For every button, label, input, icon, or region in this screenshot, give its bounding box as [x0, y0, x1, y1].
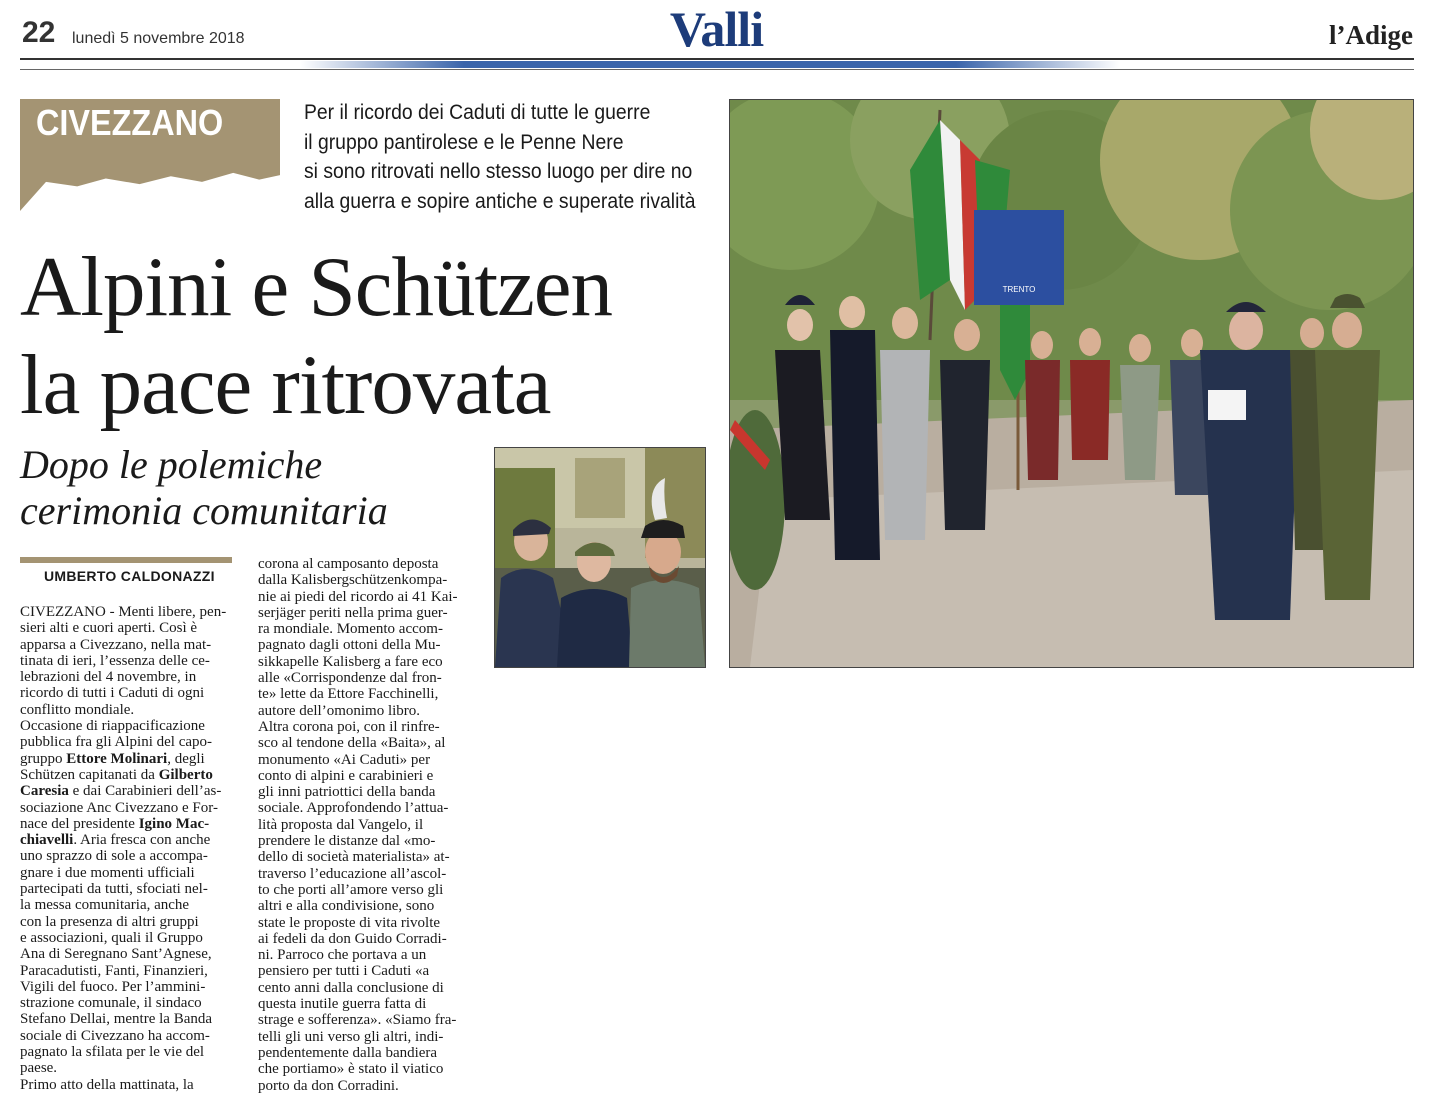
bold-name: chiavelli [20, 832, 74, 849]
summary-line: alla guerra e sopire antiche e superate rivalità [304, 188, 696, 213]
article-summary [304, 98, 734, 216]
text-line: sieri alti e cuori aperti. Così è [20, 620, 198, 637]
text-line [20, 816, 235, 832]
text-segment: nace del presidente [20, 815, 139, 832]
byline-rule [20, 557, 232, 563]
bold-name: Igino Mac- [138, 815, 210, 832]
newspaper-masthead: l’Adige [1329, 20, 1413, 50]
text-line [20, 767, 235, 783]
header-blue-rule [300, 61, 1120, 68]
text-line: Stefano Dellai, mentre la Banda [20, 1011, 213, 1028]
text-line: sco al tendone della «Baita», al [258, 735, 446, 752]
text-line [20, 832, 235, 848]
text-line: tinata di ieri, l’essenza delle ce- [20, 652, 210, 669]
text-line: Occasione di riappacificazione [20, 718, 205, 735]
text-line: questa inutile guerra fatta di [258, 996, 427, 1013]
photo-three-men [494, 447, 706, 668]
text-line: pagnato la sfilata per le vie del [20, 1044, 205, 1061]
text-line: CIVEZZANO - Menti libere, pen- [20, 604, 227, 620]
text-line: lità proposta dal Vangelo, il [258, 816, 424, 833]
text-line: paese. [20, 1060, 58, 1077]
article-column-2 [258, 556, 470, 1094]
text-segment: . Aria fresca con anche [73, 832, 211, 849]
text-line: uno sprazzo di sole a accompa- [20, 848, 208, 865]
text-line: alle «Corrispondenze dal fron- [258, 670, 442, 687]
text-line: pendentemente dalla bandiera [258, 1044, 438, 1061]
text-line: sociale di Civezzano ha accom- [20, 1027, 210, 1044]
photo-three-men-image [495, 448, 705, 667]
article-kicker: CIVEZZANO [36, 102, 224, 143]
text-line: gli inni patriottici della banda [258, 784, 436, 801]
text-line: serjäger periti nella prima guer- [258, 604, 448, 621]
byline: UMBERTO CALDONAZZI [44, 568, 215, 584]
text-line: conto di alpini e carabinieri e [258, 767, 434, 784]
text-line: pagnato dagli ottoni della Mu- [258, 637, 441, 654]
subheadline-line: cerimonia comunitaria [20, 488, 388, 533]
text-line: Vigili del fuoco. Per l’ammini- [20, 978, 206, 995]
text-line: pubblica fra gli Alpini del capo- [20, 734, 213, 751]
text-segment: gruppo [20, 750, 67, 767]
text-line: sociale. Approfondendo l’attua- [258, 800, 449, 817]
text-line: con la presenza di altri gruppi [20, 913, 199, 930]
text-line: dello di società materialista» at- [258, 849, 450, 866]
text-line: strage e sofferenza». «Siamo fra- [258, 1012, 457, 1029]
text-line: monumento «Ai Caduti» per [258, 751, 431, 768]
text-line: Paracadutisti, Fanti, Finanzieri, [20, 962, 208, 979]
header-rule [20, 58, 1414, 60]
subheadline-line: Dopo le polemiche [20, 442, 323, 487]
text-line: partecipati da tutti, sfociati nel- [20, 881, 208, 898]
text-line: sociazione Anc Civezzano e For- [20, 799, 218, 816]
banner-text: TRENTO [1002, 285, 1036, 294]
page-number: 22 [22, 16, 56, 49]
bold-name: Gilberto [158, 766, 213, 783]
article-headline [20, 238, 612, 434]
text-line: Altra corona poi, con il rinfre- [258, 718, 440, 735]
article-column-1 [20, 604, 235, 1093]
page-date: lunedì 5 novembre 2018 [72, 30, 245, 47]
article-subheadline [20, 442, 388, 534]
text-line: che portiamo» è stato il viatico [258, 1061, 444, 1078]
text-line: dalla Kalisbergschützenkompa- [258, 572, 448, 589]
text-line: la messa comunitaria, anche [20, 897, 190, 914]
text-line: altri e alla condivisione, sono [258, 898, 435, 915]
photo-ceremony [729, 99, 1414, 668]
section-title: Valli [669, 1, 764, 57]
text-segment: Schützen capitanati da [20, 766, 159, 783]
text-line: ni. Parroco che portava a un [258, 947, 427, 964]
text-line: telli gli uni verso gli altri, indi- [258, 1028, 444, 1045]
text-line: porto da don Corradini. [258, 1077, 399, 1094]
text-line: Ana di Seregnano Sant’Agnese, [20, 946, 212, 963]
headline-line: Alpini e Schützen [20, 240, 613, 334]
text-line: traverso l’educazione all’ascol- [258, 865, 447, 882]
text-line: cento anni dalla conclusione di [258, 979, 444, 996]
text-line: prendere le distanze dal «mo- [258, 833, 436, 850]
text-line [20, 751, 235, 767]
bold-name: Ettore Molinari [66, 750, 168, 767]
photo-ceremony-image [730, 100, 1413, 667]
text-line: e associazioni, quali il Gruppo [20, 929, 203, 946]
text-line [20, 783, 235, 799]
text-line: te» lette da Ettore Facchinelli, [258, 686, 439, 703]
text-line: ai fedeli da don Guido Corradi- [258, 930, 447, 947]
text-line: strazione comunale, il sindaco [20, 995, 202, 1012]
header-rule-bottom [20, 69, 1414, 70]
text-line: apparsa a Civezzano, nella mat- [20, 636, 212, 653]
text-line: to che porti all’amore verso gli [258, 881, 444, 898]
headline-line: la pace ritrovata [20, 338, 551, 432]
summary-line: si sono ritrovati nello stesso luogo per dire no [304, 159, 693, 183]
text-line: pensiero per tutti i Caduti «a [258, 963, 430, 980]
text-line: nie ai piedi del ricordo ai 41 Kai- [258, 588, 458, 605]
text-line: ra mondiale. Momento accom- [258, 621, 443, 638]
bold-name: Caresia [20, 783, 69, 800]
text-segment: , degli [167, 750, 205, 767]
text-line: lebrazioni del 4 novembre, in [20, 669, 197, 686]
text-line: conflitto mondiale. [20, 701, 135, 718]
text-segment: e dai Carabinieri dell’as- [68, 783, 222, 800]
summary-line: Per il ricordo dei Caduti di tutte le guerre [304, 100, 651, 124]
text-line: state le proposte di vita rivolte [258, 914, 441, 931]
text-line: gnare i due momenti ufficiali [20, 864, 195, 881]
summary-line: il gruppo pantirolese e le Penne Nere [304, 129, 624, 154]
text-line: Primo atto della mattinata, la [20, 1076, 194, 1093]
text-line: sikkapelle Kalisberg a fare eco [258, 653, 443, 670]
text-line: corona al camposanto deposta [258, 556, 439, 572]
text-line: ricordo di tutti i Caduti di ogni [20, 685, 205, 702]
text-line: autore dell’omonimo libro. [258, 702, 421, 719]
